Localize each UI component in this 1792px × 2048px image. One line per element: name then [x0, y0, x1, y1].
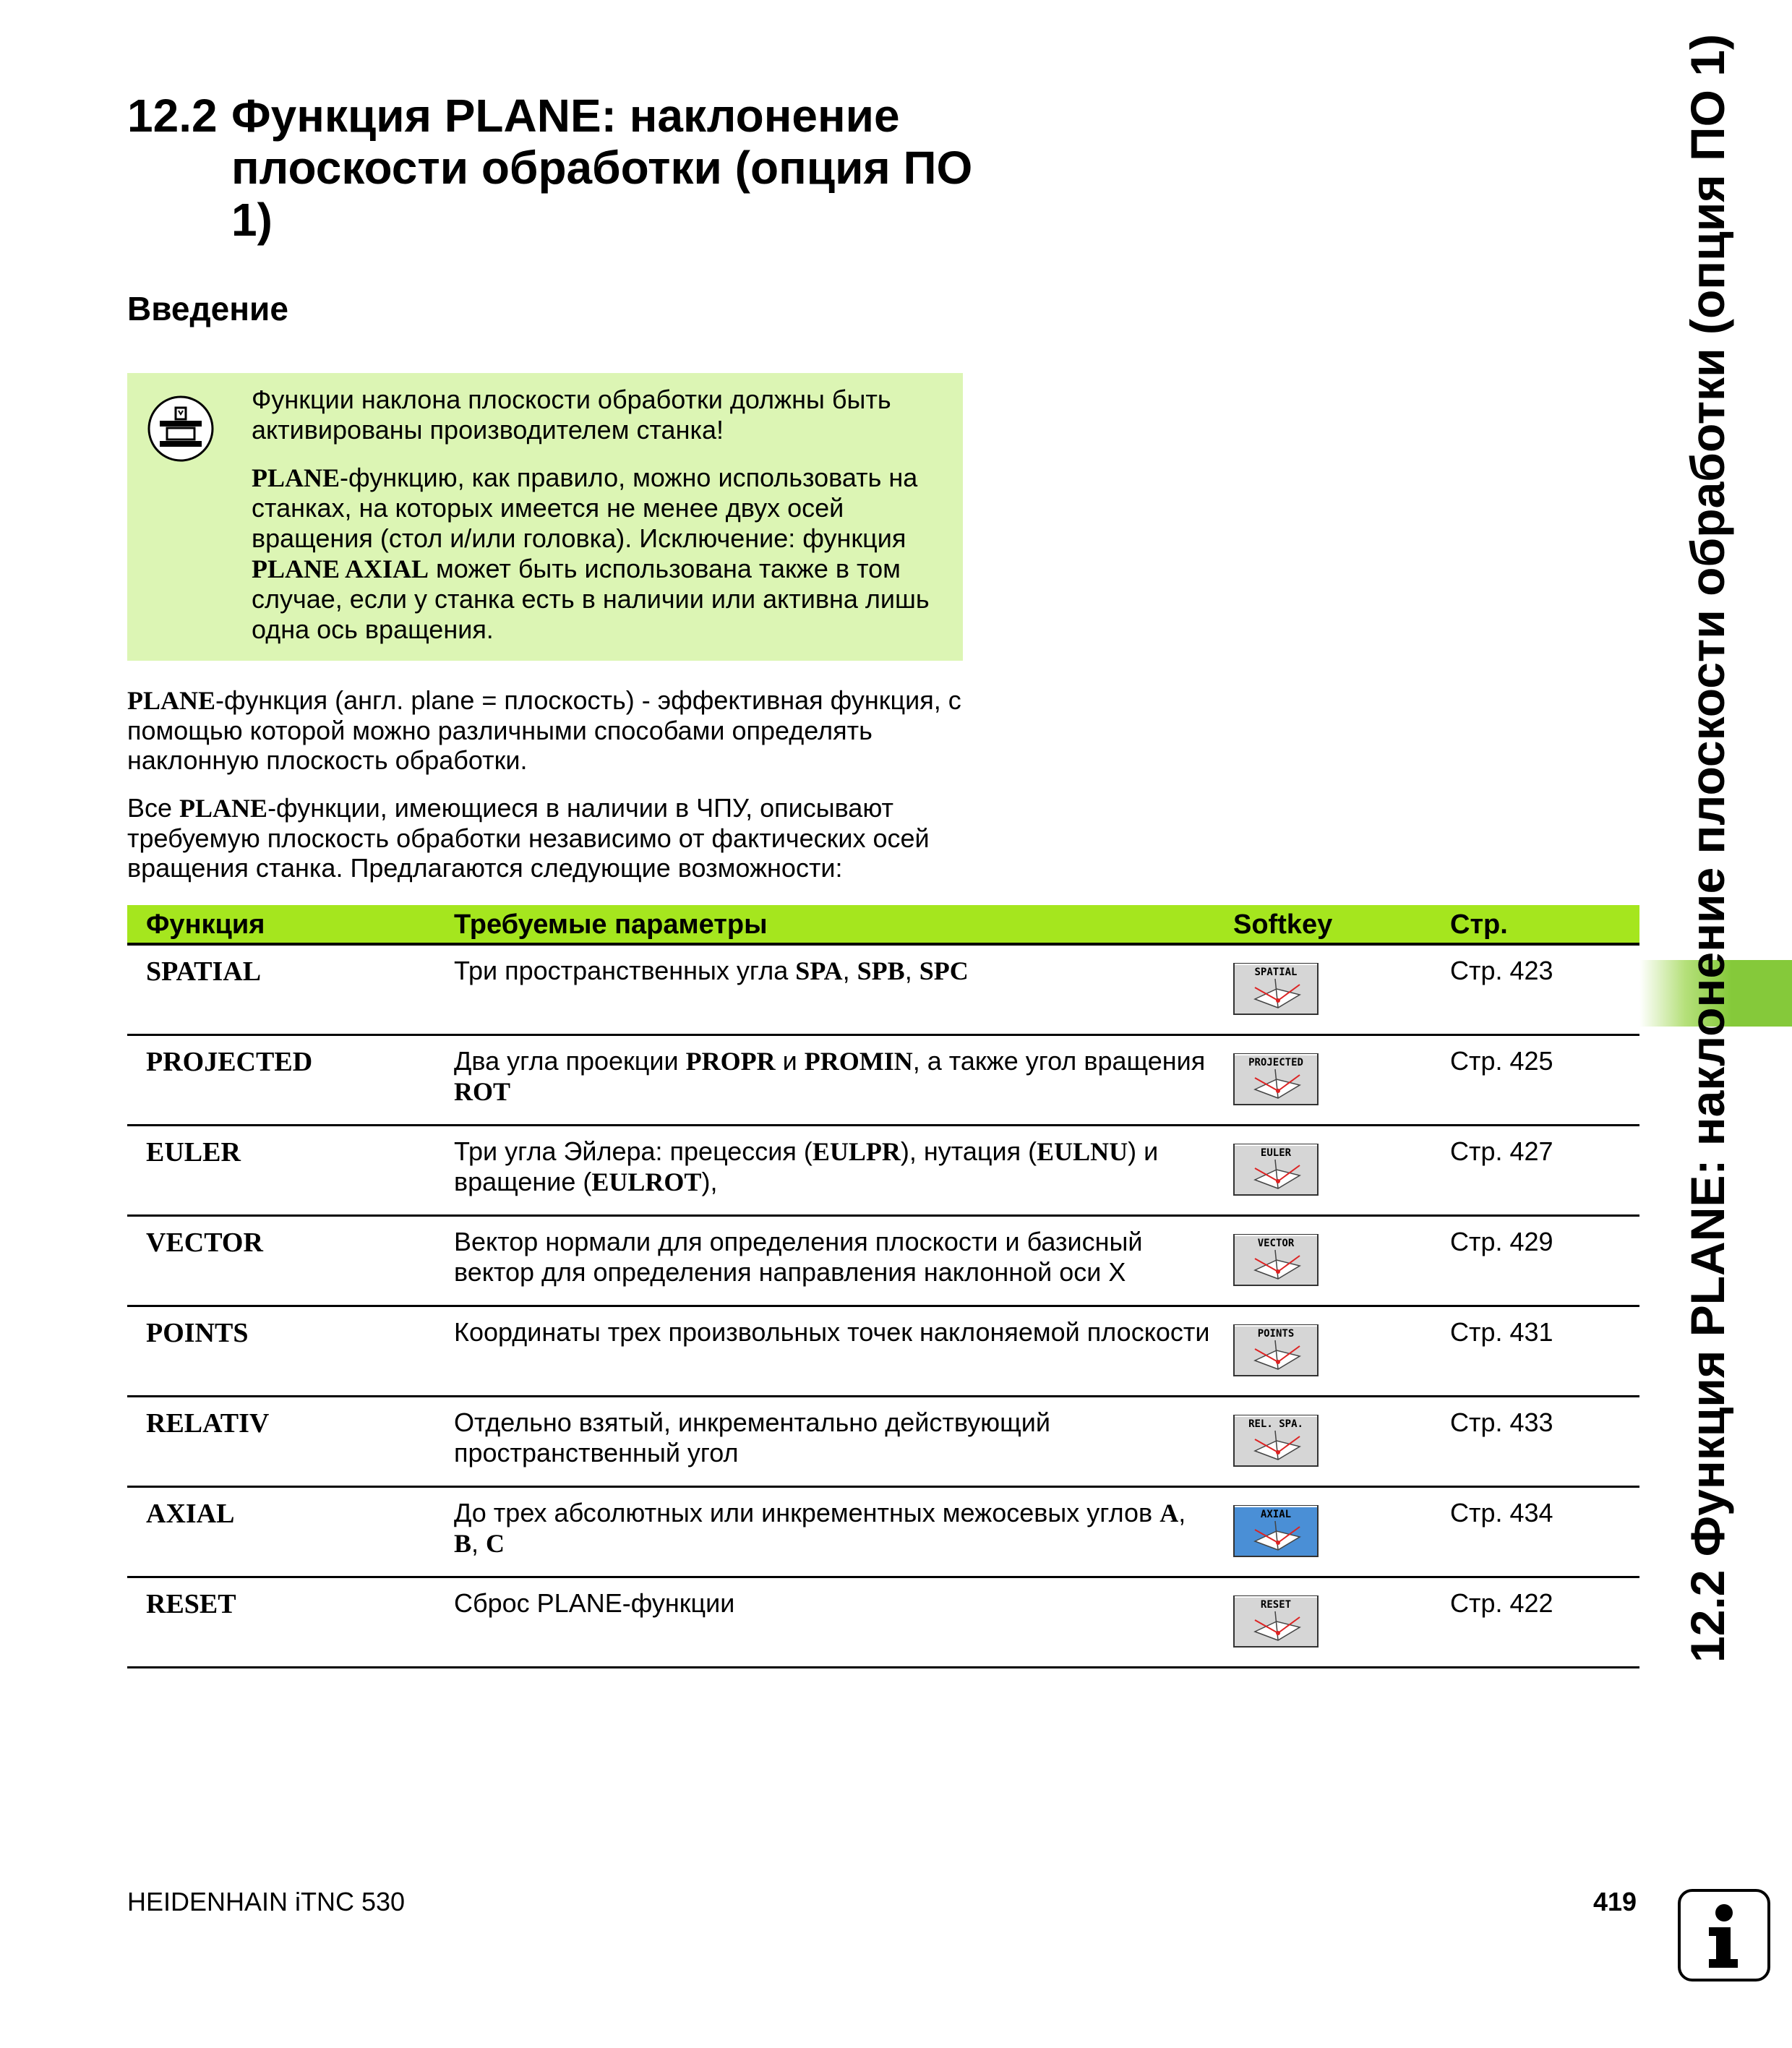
- section-title-text: Функция PLANE: наклонение плоскости обработки (опция ПО 1): [231, 90, 973, 246]
- softkey-label: PROJECTED: [1248, 1057, 1303, 1068]
- table-body: [127, 946, 1639, 1668]
- softkey-label: REL. SPA.: [1248, 1418, 1303, 1430]
- required-params: До трех абсолютных или инкрементных межосевых углов A, B, C: [454, 1498, 1186, 1558]
- function-name: PROJECTED: [146, 1047, 313, 1077]
- table-row: [127, 1036, 1639, 1126]
- softkey-reset-button[interactable]: [1233, 1595, 1319, 1648]
- required-params: Три пространственных угла SPA, SPB, SPC: [454, 956, 969, 985]
- page-reference: Стр. 423: [1450, 956, 1553, 985]
- softkey-label: RESET: [1260, 1599, 1292, 1611]
- softkey-relativ-button[interactable]: [1233, 1415, 1319, 1467]
- plane-functions-table: [127, 905, 1639, 1668]
- page-reference: Стр. 422: [1450, 1588, 1553, 1618]
- softkey-label: EULER: [1260, 1147, 1292, 1159]
- function-name: POINTS: [146, 1318, 249, 1348]
- subheading: Введение: [127, 290, 288, 327]
- table-row: [127, 1217, 1639, 1307]
- page-reference: Стр. 429: [1450, 1227, 1553, 1256]
- function-name: RELATIV: [146, 1408, 270, 1439]
- function-name: SPATIAL: [146, 956, 262, 987]
- footer-product: HEIDENHAIN iTNC 530: [127, 1887, 406, 1916]
- required-params: Три угла Эйлера: прецессия (EULPR), нутация (EULNU) и вращение (EULROT),: [454, 1136, 1159, 1196]
- softkey-projected-button[interactable]: [1233, 1053, 1319, 1105]
- page-reference: Стр. 425: [1450, 1046, 1553, 1076]
- note-body: [252, 385, 946, 662]
- page-reference: Стр. 427: [1450, 1136, 1553, 1166]
- function-name: EULER: [146, 1137, 241, 1167]
- page-reference: Стр. 434: [1450, 1498, 1553, 1528]
- function-name: VECTOR: [146, 1227, 263, 1258]
- note-paragraph-1: Функции наклона плоскости обработки должны быть активированы производителем станка!: [252, 385, 891, 445]
- table-row: [127, 1488, 1639, 1578]
- page-number: 419: [1593, 1887, 1637, 1916]
- function-name: AXIAL: [146, 1499, 235, 1529]
- table-row: [127, 1126, 1639, 1217]
- softkey-label: POINTS: [1257, 1328, 1295, 1340]
- table-row: [127, 1307, 1639, 1397]
- header-softkey: Softkey: [1233, 909, 1333, 940]
- paragraph-1: PLANE-функция (англ. plane = плоскость) - эффективная функция, с помощью которой можно различными способами определять наклонную плоскость обработки.: [127, 685, 961, 775]
- header-params: Требуемые параметры: [454, 909, 768, 940]
- machine-icon: [147, 395, 215, 463]
- table-row: [127, 946, 1639, 1036]
- side-title: 12.2 Функция PLANE: наклонение плоскости обработки (опция ПО 1): [1681, 34, 1734, 1663]
- softkey-points-button[interactable]: [1233, 1324, 1319, 1376]
- softkey-label: VECTOR: [1257, 1238, 1295, 1249]
- page-reference: Стр. 431: [1450, 1317, 1553, 1347]
- page-reference: Стр. 433: [1450, 1408, 1553, 1437]
- required-params: Отдельно взятый, инкрементально действующий пространственный угол: [454, 1408, 1050, 1468]
- note-paragraph-2: PLANE-функцию, как правило, можно использовать на станках, на которых имеется не менее двух осей вращения (стол и/или головка). Исключение: функция PLANE AXIAL может быть использована также в том случае, если у станка есть в наличии или активна лишь одна ось вращения.: [252, 463, 930, 644]
- info-icon: [1677, 1888, 1771, 1982]
- softkey-label: AXIAL: [1260, 1509, 1292, 1520]
- table-header: [127, 905, 1639, 946]
- note-box: [127, 373, 963, 661]
- required-params: Координаты трех произвольных точек наклоняемой плоскости: [454, 1317, 1210, 1347]
- required-params: Два угла проекции PROPR и PROMIN, а также угол вращения ROT: [454, 1046, 1206, 1106]
- softkey-spatial-button[interactable]: [1233, 963, 1319, 1015]
- softkey-axial-button[interactable]: [1233, 1505, 1319, 1557]
- table-row: [127, 1397, 1639, 1488]
- function-name: RESET: [146, 1589, 236, 1619]
- required-params: Вектор нормали для определения плоскости и базисный вектор для определения направления наклонной оси X: [454, 1227, 1143, 1287]
- header-function: Функция: [146, 909, 265, 940]
- softkey-label: SPATIAL: [1254, 967, 1298, 978]
- required-params: Сброс PLANE-функции: [454, 1588, 735, 1618]
- table-row: [127, 1578, 1639, 1668]
- softkey-euler-button[interactable]: [1233, 1144, 1319, 1196]
- paragraph-2: Все PLANE-функции, имеющиеся в наличии в ЧПУ, описывают требуемую плоскость обработки независимо от фактических осей вращения станка. Предлагаются следующие возможности:: [127, 793, 930, 883]
- softkey-vector-button[interactable]: [1233, 1234, 1319, 1286]
- header-page: Стр.: [1450, 909, 1508, 940]
- section-number: 12.2: [127, 90, 218, 142]
